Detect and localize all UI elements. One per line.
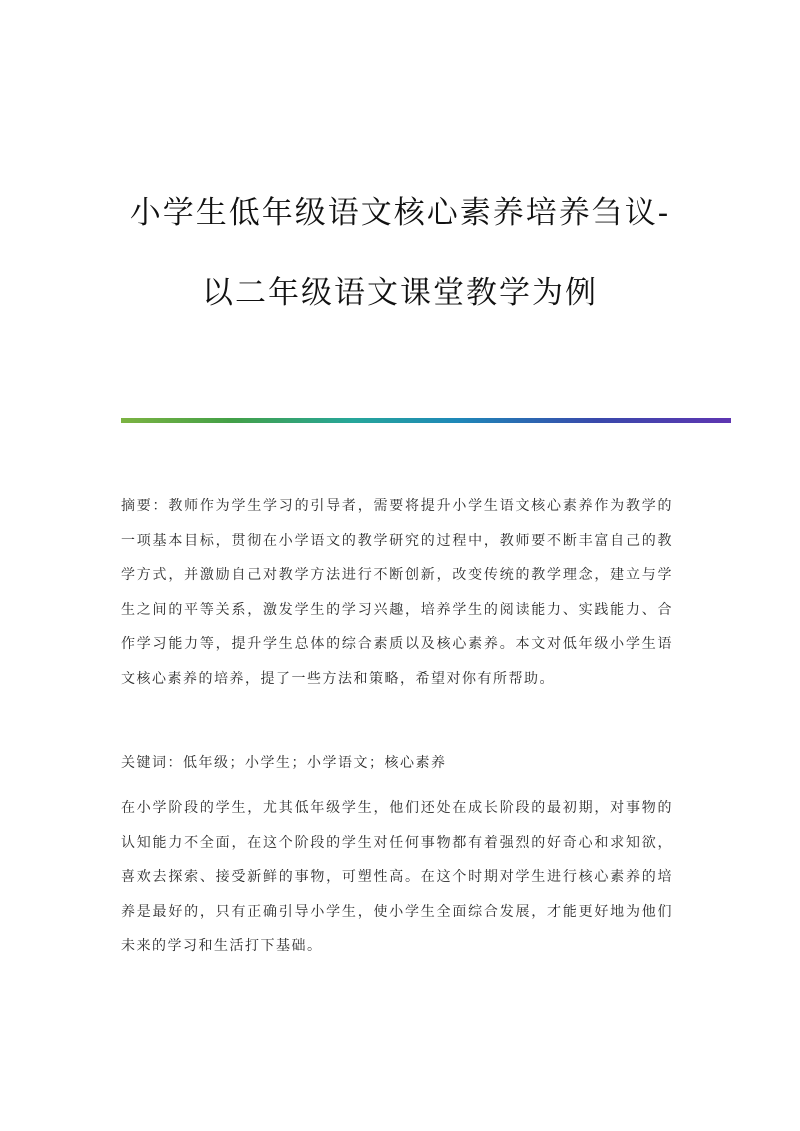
document-title-line-1: 小学生低年级语文核心素养培养刍议- bbox=[129, 195, 671, 231]
intro-paragraph: 在小学阶段的学生，尤其低年级学生，他们还处在成长阶段的最初期，对事物的认知能力不全面，在这个阶段的学生对任何事物都有着强烈的好奇心和求知欲，喜欢去探索、接受新鲜的事物，可塑性高。在这个时期对学生进行核心素养的培养是最好的，只有正确引导小学生，使小学生全面综合发展，才能更好地为他们未来的学习和生活打下基础。 bbox=[121, 800, 673, 954]
gradient-divider bbox=[121, 418, 731, 423]
intro-section bbox=[121, 791, 673, 964]
abstract-section bbox=[121, 489, 673, 696]
document-title-line-2: 以二年级语文课堂教学为例 bbox=[202, 275, 598, 311]
abstract-paragraph: 摘要：教师作为学生学习的引导者，需要将提升小学生语文核心素养作为教学的一项基本目标，贯彻在小学语文的教学研究的过程中，教师要不断丰富自己的教学方式，并激励自己对教学方法进行不断创新，改变传统的教学理念，建立与学生之间的平等关系，激发学生的学习兴趣，培养学生的阅读能力、实践能力、合作学习能力等，提升学生总体的综合素质以及核心素养。本文对低年级小学生语文核心素养的培养，提了一些方法和策略，希望对你有所帮助。 bbox=[121, 498, 673, 687]
keywords-line: 关键词：低年级；小学生；小学语文；核心素养 bbox=[121, 755, 447, 771]
keywords-section bbox=[121, 746, 673, 781]
